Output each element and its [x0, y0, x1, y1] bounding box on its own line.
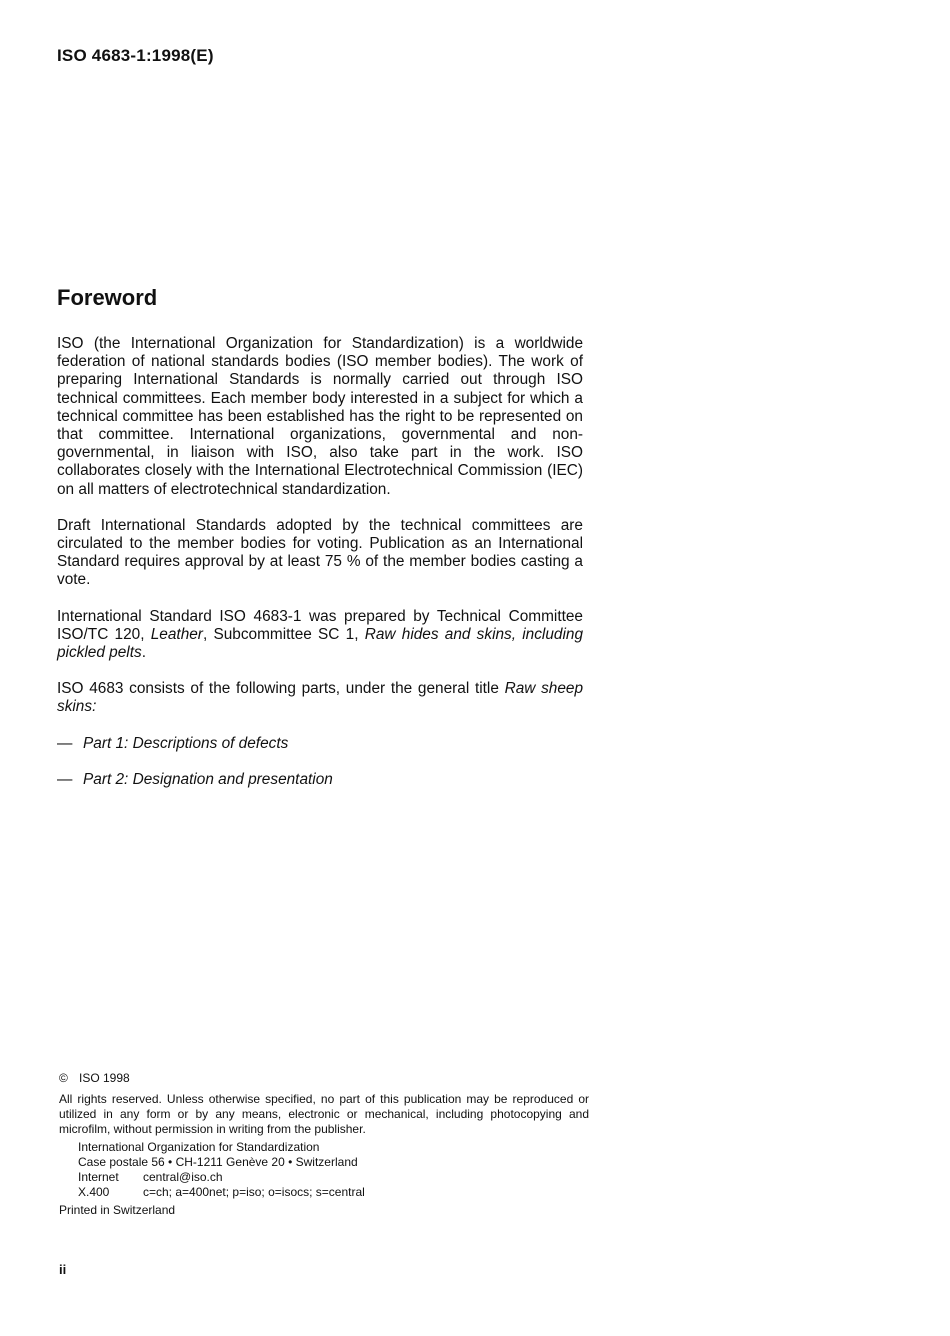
- part-title: Part 2: Designation and presentation: [83, 770, 333, 788]
- para4-text: ISO 4683 consists of the following parts, under the general title: [57, 680, 505, 698]
- para3-text-a: International Standard ISO 4683-1 was prepared by Technical Committee ISO/TC 120,: [57, 607, 583, 643]
- foreword-paragraph-1: ISO (the International Organization for Standardization) is a worldwide federation of national standards bodies (ISO member bodies). The work of preparing International Standards is normally carried out through ISO technical committees. Each member body interested in a subject for which a technical committee has been established has the right to be represented on that committee. International organizations, governmental and non-governmental, in liaison with ISO, also take part in the work. ISO collaborates closely with the International Electrotechnical Commission (IEC) on all matters of electrotechnical standardization.: [57, 335, 583, 498]
- printed-in: Printed in Switzerland: [59, 1203, 176, 1217]
- para3-text-b: , Subcommittee SC 1,: [202, 625, 365, 643]
- foreword-paragraph-4: [57, 680, 583, 716]
- foreword-paragraph-2: Draft International Standards adopted by the technical committees are circulated to the member bodies for voting. Publication as an International Standard requires approval by at least 75 % of the member bodies casting a vote.: [57, 516, 583, 589]
- committee-name: Leather: [150, 625, 203, 643]
- postal-address: Case postale 56 • CH-1211 Genève 20 • Switzerland: [78, 1155, 358, 1169]
- copyright-line: [59, 1071, 589, 1086]
- copyright-icon: ©: [59, 1071, 68, 1085]
- organization-name: International Organization for Standardization: [78, 1140, 320, 1154]
- rights-statement: All rights reserved. Unless otherwise specified, no part of this publication may be reproduced or utilized in any form or by any means, electronic or mechanical, including photocopying and microfilm, without permission in writing from the publisher.: [59, 1092, 589, 1136]
- internet-address: central@iso.ch: [143, 1170, 223, 1184]
- page-number: ii: [59, 1262, 67, 1277]
- list-item: [57, 771, 583, 789]
- part-title: Part 1: Descriptions of defects: [83, 734, 289, 752]
- list-dash: —: [57, 734, 73, 752]
- document-id-header: ISO 4683-1:1998(E): [57, 46, 214, 65]
- internet-label: Internet: [78, 1170, 119, 1184]
- subcommittee-name: Raw hides and skins, including pickled pelts: [57, 625, 584, 662]
- foreword-heading: Foreword: [57, 285, 158, 310]
- list-dash: —: [57, 770, 73, 788]
- publisher-address: [59, 1140, 589, 1200]
- x400-line: [78, 1185, 589, 1200]
- x400-address: c=ch; a=400net; p=iso; o=isocs; s=central: [143, 1185, 365, 1199]
- internet-line: [78, 1170, 589, 1185]
- general-title: Raw sheep skins:: [57, 680, 584, 716]
- list-item: [57, 735, 583, 753]
- foreword-paragraph-3: [57, 608, 583, 663]
- copyright-block: [59, 1071, 589, 1218]
- x400-label: X.400: [78, 1185, 110, 1199]
- foreword-body: [57, 335, 583, 807]
- para3-text-c: .: [141, 644, 146, 662]
- copyright-notice: ISO 1998: [79, 1071, 130, 1085]
